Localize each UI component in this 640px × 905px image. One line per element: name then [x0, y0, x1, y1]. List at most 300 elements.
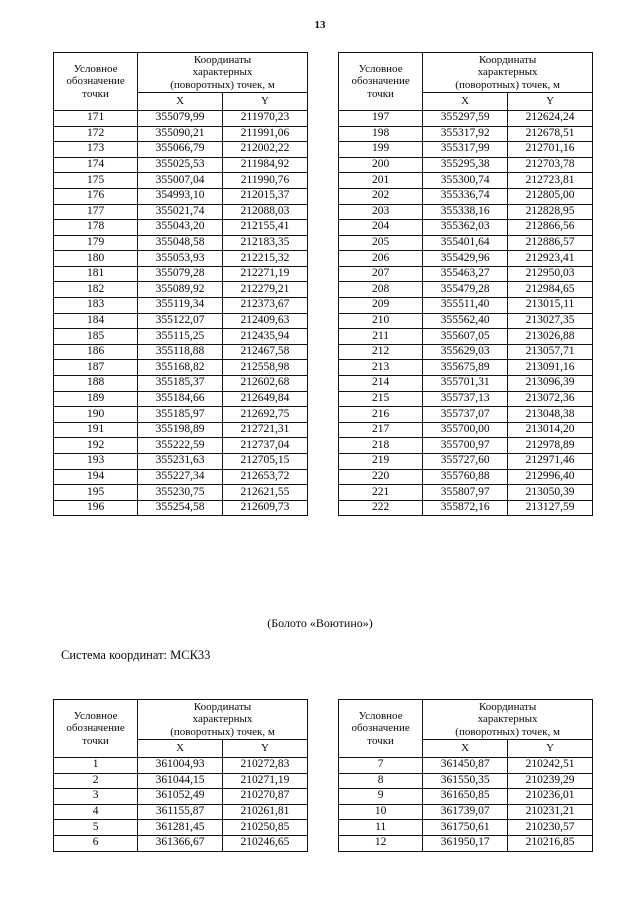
cell-pt: 211 [339, 329, 423, 345]
table-row [54, 313, 308, 329]
table-row [339, 773, 593, 789]
cell-pt: 185 [54, 329, 138, 345]
cell-y: 210231,21 [508, 804, 593, 820]
table-row [54, 251, 308, 267]
cell-y: 210230,57 [508, 820, 593, 836]
cell-y: 213027,35 [508, 313, 593, 329]
cell-pt: 180 [54, 251, 138, 267]
cell-y: 212737,04 [223, 438, 308, 454]
header-point-designation [54, 53, 138, 111]
cell-x: 355562,40 [423, 313, 508, 329]
table-row [54, 438, 308, 454]
cell-y: 212703,78 [508, 157, 593, 173]
header-coord-line-1: Координаты [193, 701, 252, 713]
cell-pt: 173 [54, 142, 138, 158]
cell-x: 355119,34 [138, 298, 223, 314]
header-column-y: Y [223, 92, 308, 110]
cell-y: 213096,39 [508, 376, 593, 392]
cell-pt: 213 [339, 360, 423, 376]
cell-y: 212721,31 [223, 422, 308, 438]
cell-x: 355053,93 [138, 251, 223, 267]
header-line-3: точки [82, 734, 109, 747]
cell-y: 212155,41 [223, 220, 308, 236]
cell-y: 212866,56 [508, 220, 593, 236]
table-row [54, 360, 308, 376]
cell-x: 355185,37 [138, 376, 223, 392]
cell-y: 212621,55 [223, 485, 308, 501]
cell-pt: 6 [54, 835, 138, 851]
table-row [339, 835, 593, 851]
table-row [54, 188, 308, 204]
table-row [54, 329, 308, 345]
cell-pt: 218 [339, 438, 423, 454]
cell-y: 212996,40 [508, 469, 593, 485]
cell-y: 212692,75 [223, 407, 308, 423]
cell-x: 354993,10 [138, 188, 223, 204]
cell-pt: 210 [339, 313, 423, 329]
table-row [54, 298, 308, 314]
cell-y: 210271,19 [223, 773, 308, 789]
coordinates-table-bottom-right [338, 699, 593, 852]
cell-y: 210216,85 [508, 835, 593, 851]
header-column-x: X [138, 92, 223, 110]
table-row [54, 282, 308, 298]
table-row [339, 376, 593, 392]
cell-x: 355675,89 [423, 360, 508, 376]
cell-y: 212971,46 [508, 454, 593, 470]
header-line-2: обозначение [351, 722, 410, 735]
table-row [339, 422, 593, 438]
cell-y: 212602,68 [223, 376, 308, 392]
cell-pt: 212 [339, 344, 423, 360]
table-row [54, 454, 308, 470]
cell-pt: 171 [54, 110, 138, 126]
header-line-3: точки [82, 87, 109, 100]
header-coord-line-3: (поворотных) точек, м [455, 725, 560, 738]
cell-pt: 187 [54, 360, 138, 376]
cell-x: 355429,96 [423, 251, 508, 267]
cell-pt: 199 [339, 142, 423, 158]
table-row [339, 251, 593, 267]
cell-y: 212978,89 [508, 438, 593, 454]
header-point-designation [339, 700, 423, 758]
cell-y: 213048,38 [508, 407, 593, 423]
cell-x: 355700,00 [423, 422, 508, 438]
table-row [339, 789, 593, 805]
table-gap [308, 699, 338, 852]
cell-x: 355479,28 [423, 282, 508, 298]
cell-y: 212558,98 [223, 360, 308, 376]
table-row [339, 142, 593, 158]
table-body [54, 757, 308, 851]
cell-pt: 7 [339, 757, 423, 773]
cell-x: 355227,34 [138, 469, 223, 485]
cell-y: 212624,24 [508, 110, 593, 126]
top-tables-block [53, 52, 593, 516]
cell-y: 213015,11 [508, 298, 593, 314]
cell-y: 210246,65 [223, 835, 308, 851]
cell-x: 355463,27 [423, 266, 508, 282]
table-row [339, 804, 593, 820]
header-line-3: точки [367, 734, 394, 747]
cell-pt: 12 [339, 835, 423, 851]
cell-y: 212805,00 [508, 188, 593, 204]
header-coordinates [138, 700, 308, 740]
cell-y: 212950,03 [508, 266, 593, 282]
table-row [339, 407, 593, 423]
table-row [339, 820, 593, 836]
header-line-1: Условное [73, 710, 118, 722]
header-column-x: X [423, 739, 508, 757]
cell-x: 355089,92 [138, 282, 223, 298]
cell-pt: 1 [54, 757, 138, 773]
table-row [339, 110, 593, 126]
coordinates-table-top-left [53, 52, 308, 516]
cell-y: 213072,36 [508, 391, 593, 407]
cell-y: 213014,20 [508, 422, 593, 438]
table-row [54, 391, 308, 407]
cell-y: 212088,03 [223, 204, 308, 220]
cell-x: 361281,45 [138, 820, 223, 836]
bottom-tables-block [53, 699, 593, 852]
header-point-designation [339, 53, 423, 111]
table-row [339, 454, 593, 470]
table-row [54, 469, 308, 485]
header-line-1: Условное [358, 710, 403, 722]
cell-x: 355701,31 [423, 376, 508, 392]
header-line-3: точки [367, 87, 394, 100]
cell-y: 212723,81 [508, 173, 593, 189]
header-column-x: X [423, 92, 508, 110]
cell-pt: 191 [54, 422, 138, 438]
cell-pt: 209 [339, 298, 423, 314]
cell-y: 211991,06 [223, 126, 308, 142]
header-coordinates [423, 700, 593, 740]
cell-pt: 190 [54, 407, 138, 423]
header-coord-line-1: Координаты [478, 54, 537, 66]
table-body [339, 110, 593, 515]
cell-x: 355401,64 [423, 235, 508, 251]
cell-pt: 221 [339, 485, 423, 501]
cell-pt: 207 [339, 266, 423, 282]
cell-y: 213057,71 [508, 344, 593, 360]
cell-pt: 176 [54, 188, 138, 204]
cell-x: 361052,49 [138, 789, 223, 805]
cell-x: 361950,17 [423, 835, 508, 851]
cell-y: 212015,37 [223, 188, 308, 204]
table-row [339, 157, 593, 173]
header-coord-line-3: (поворотных) точек, м [455, 78, 560, 91]
table-row [339, 298, 593, 314]
cell-y: 212435,94 [223, 329, 308, 345]
cell-y: 212271,19 [223, 266, 308, 282]
cell-y: 210242,51 [508, 757, 593, 773]
cell-y: 213050,39 [508, 485, 593, 501]
cell-pt: 195 [54, 485, 138, 501]
cell-x: 355168,82 [138, 360, 223, 376]
cell-x: 361044,15 [138, 773, 223, 789]
table-row [339, 188, 593, 204]
header-coord-line-2: характерных [477, 713, 538, 726]
cell-x: 355122,07 [138, 313, 223, 329]
cell-x: 355231,63 [138, 454, 223, 470]
cell-pt: 177 [54, 204, 138, 220]
cell-pt: 179 [54, 235, 138, 251]
cell-pt: 183 [54, 298, 138, 314]
header-coord-line-1: Координаты [478, 701, 537, 713]
cell-y: 212183,35 [223, 235, 308, 251]
cell-pt: 193 [54, 454, 138, 470]
cell-pt: 11 [339, 820, 423, 836]
table-row [339, 282, 593, 298]
cell-y: 212653,72 [223, 469, 308, 485]
cell-y: 213026,88 [508, 329, 593, 345]
cell-x: 355222,59 [138, 438, 223, 454]
cell-x: 355760,88 [423, 469, 508, 485]
table-row [54, 220, 308, 236]
cell-x: 355184,66 [138, 391, 223, 407]
cell-x: 355118,88 [138, 344, 223, 360]
table-row [54, 407, 308, 423]
swamp-caption: (Болото «Воютино») [267, 616, 373, 630]
cell-y: 212678,51 [508, 126, 593, 142]
cell-pt: 198 [339, 126, 423, 142]
header-line-1: Условное [358, 63, 403, 75]
header-line-2: обозначение [66, 722, 125, 735]
cell-pt: 3 [54, 789, 138, 805]
header-coord-line-3: (поворотных) точек, м [170, 78, 275, 91]
header-line-2: обозначение [66, 75, 125, 88]
cell-pt: 186 [54, 344, 138, 360]
cell-x: 355607,05 [423, 329, 508, 345]
table-row [54, 126, 308, 142]
cell-x: 361739,07 [423, 804, 508, 820]
coordinate-system-line: Система координат: МСК33 [61, 648, 211, 662]
cell-y: 212984,65 [508, 282, 593, 298]
cell-x: 355295,38 [423, 157, 508, 173]
cell-pt: 200 [339, 157, 423, 173]
table-row [54, 157, 308, 173]
cell-pt: 215 [339, 391, 423, 407]
table-row [339, 329, 593, 345]
cell-pt: 2 [54, 773, 138, 789]
table-header [339, 700, 593, 758]
cell-x: 355079,99 [138, 110, 223, 126]
cell-pt: 217 [339, 422, 423, 438]
cell-pt: 4 [54, 804, 138, 820]
cell-y: 212609,73 [223, 500, 308, 516]
table-row [54, 235, 308, 251]
cell-x: 355025,53 [138, 157, 223, 173]
table-row [54, 757, 308, 773]
cell-pt: 222 [339, 500, 423, 516]
header-line-1: Условное [73, 63, 118, 75]
cell-pt: 216 [339, 407, 423, 423]
table-row [339, 266, 593, 282]
table-row [54, 376, 308, 392]
cell-pt: 202 [339, 188, 423, 204]
cell-pt: 184 [54, 313, 138, 329]
table-header [54, 53, 308, 111]
header-coord-line-1: Координаты [193, 54, 252, 66]
cell-pt: 10 [339, 804, 423, 820]
cell-pt: 188 [54, 376, 138, 392]
table-row [339, 173, 593, 189]
cell-x: 355727,60 [423, 454, 508, 470]
cell-pt: 9 [339, 789, 423, 805]
table-row [54, 344, 308, 360]
table-row [339, 126, 593, 142]
table-body [54, 110, 308, 515]
cell-y: 212923,41 [508, 251, 593, 267]
cell-y: 210250,85 [223, 820, 308, 836]
table-row [339, 220, 593, 236]
cell-x: 355511,40 [423, 298, 508, 314]
cell-pt: 197 [339, 110, 423, 126]
cell-y: 211970,23 [223, 110, 308, 126]
cell-pt: 174 [54, 157, 138, 173]
table-row [54, 110, 308, 126]
cell-pt: 220 [339, 469, 423, 485]
cell-pt: 175 [54, 173, 138, 189]
header-coordinates [138, 53, 308, 93]
table-row [54, 835, 308, 851]
cell-pt: 172 [54, 126, 138, 142]
cell-pt: 182 [54, 282, 138, 298]
cell-x: 355230,75 [138, 485, 223, 501]
cell-x: 355629,03 [423, 344, 508, 360]
table-row [54, 773, 308, 789]
cell-x: 361155,87 [138, 804, 223, 820]
table-gap [308, 52, 338, 516]
cell-x: 355317,99 [423, 142, 508, 158]
table-row [339, 344, 593, 360]
cell-pt: 189 [54, 391, 138, 407]
cell-y: 212279,21 [223, 282, 308, 298]
header-coord-line-2: характерных [192, 66, 253, 79]
page-number: 13 [314, 19, 326, 31]
cell-x: 355066,79 [138, 142, 223, 158]
cell-x: 361650,85 [423, 789, 508, 805]
cell-pt: 181 [54, 266, 138, 282]
cell-pt: 206 [339, 251, 423, 267]
cell-pt: 205 [339, 235, 423, 251]
cell-y: 212828,95 [508, 204, 593, 220]
cell-x: 355079,28 [138, 266, 223, 282]
cell-x: 355115,25 [138, 329, 223, 345]
cell-y: 212649,84 [223, 391, 308, 407]
cell-y: 212467,58 [223, 344, 308, 360]
table-header [339, 53, 593, 111]
cell-y: 212215,32 [223, 251, 308, 267]
table-row [54, 173, 308, 189]
cell-y: 212409,63 [223, 313, 308, 329]
cell-pt: 192 [54, 438, 138, 454]
header-coordinates [423, 53, 593, 93]
cell-pt: 8 [339, 773, 423, 789]
cell-x: 355737,07 [423, 407, 508, 423]
table-row [54, 500, 308, 516]
cell-y: 212705,15 [223, 454, 308, 470]
table-row [54, 266, 308, 282]
cell-y: 213127,59 [508, 500, 593, 516]
cell-pt: 194 [54, 469, 138, 485]
table-row [54, 204, 308, 220]
cell-x: 355336,74 [423, 188, 508, 204]
cell-y: 210236,01 [508, 789, 593, 805]
table-row [339, 469, 593, 485]
cell-x: 355297,59 [423, 110, 508, 126]
cell-x: 355254,58 [138, 500, 223, 516]
cell-x: 355090,21 [138, 126, 223, 142]
cell-x: 355300,74 [423, 173, 508, 189]
cell-y: 210239,29 [508, 773, 593, 789]
table-row [54, 789, 308, 805]
header-column-y: Y [223, 739, 308, 757]
cell-pt: 178 [54, 220, 138, 236]
header-column-x: X [138, 739, 223, 757]
header-point-designation [54, 700, 138, 758]
cell-y: 212002,22 [223, 142, 308, 158]
header-coord-line-2: характерных [477, 66, 538, 79]
cell-y: 212886,57 [508, 235, 593, 251]
table-row [339, 391, 593, 407]
cell-x: 355362,03 [423, 220, 508, 236]
table-row [339, 204, 593, 220]
table-row [54, 422, 308, 438]
table-body [339, 757, 593, 851]
table-row [339, 313, 593, 329]
cell-x: 355048,58 [138, 235, 223, 251]
cell-y: 210272,83 [223, 757, 308, 773]
table-row [339, 485, 593, 501]
table-row [54, 142, 308, 158]
cell-x: 361750,61 [423, 820, 508, 836]
cell-x: 361004,93 [138, 757, 223, 773]
header-column-y: Y [508, 92, 593, 110]
cell-pt: 208 [339, 282, 423, 298]
header-coord-line-3: (поворотных) точек, м [170, 725, 275, 738]
cell-x: 361550,35 [423, 773, 508, 789]
coordinates-table-top-right [338, 52, 593, 516]
cell-pt: 201 [339, 173, 423, 189]
cell-y: 210270,87 [223, 789, 308, 805]
table-row [339, 757, 593, 773]
table-row [339, 438, 593, 454]
cell-x: 355737,13 [423, 391, 508, 407]
table-row [339, 360, 593, 376]
cell-x: 355700,97 [423, 438, 508, 454]
header-column-y: Y [508, 739, 593, 757]
cell-x: 355007,04 [138, 173, 223, 189]
cell-x: 355185,97 [138, 407, 223, 423]
table-row [54, 485, 308, 501]
cell-pt: 203 [339, 204, 423, 220]
cell-x: 361366,67 [138, 835, 223, 851]
cell-x: 355338,16 [423, 204, 508, 220]
cell-x: 355317,92 [423, 126, 508, 142]
cell-x: 355807,97 [423, 485, 508, 501]
cell-x: 355872,16 [423, 500, 508, 516]
cell-x: 355021,74 [138, 204, 223, 220]
table-row [54, 820, 308, 836]
cell-y: 211990,76 [223, 173, 308, 189]
cell-y: 210261,81 [223, 804, 308, 820]
cell-pt: 5 [54, 820, 138, 836]
table-row [54, 804, 308, 820]
header-line-2: обозначение [351, 75, 410, 88]
cell-pt: 214 [339, 376, 423, 392]
